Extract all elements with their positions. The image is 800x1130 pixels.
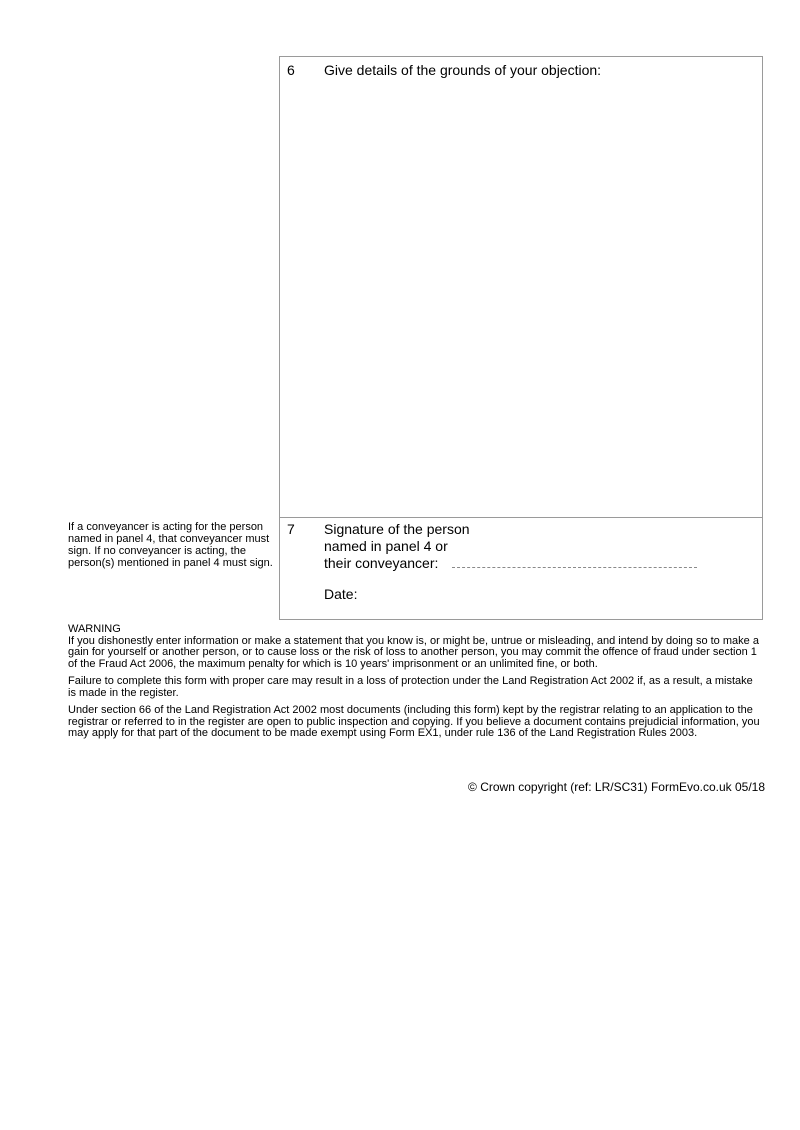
warning-care-paragraph: Failure to complete this form with proper care may result in a loss of protection under the Land Registration Act 2002 if, as a result, a mistake is made in the register.	[68, 675, 753, 699]
panel-6-label: Give details of the grounds of your objection:	[324, 62, 602, 78]
panel-7-number: 7	[287, 521, 295, 537]
panel-7-label-line2: named in panel 4 or	[324, 538, 448, 554]
warning-title: WARNING	[68, 623, 121, 635]
warning-section	[68, 624, 760, 746]
panel-7-label-line3: their conveyancer:	[324, 555, 439, 571]
warning-inspection-paragraph: Under section 66 of the Land Registration Act 2002 most documents (including this form) kept by the registrar relating to an application to the registrar or referred to in the register are open to public inspection and copying. If you believe a document contains prejudicial information, you may apply for that part of the document to be made exempt using Form EX1, under rule 136 of the Land Registration Rules 2003.	[68, 704, 760, 739]
date-label[interactable]: Date:	[324, 586, 358, 602]
panel-7-label-line1: Signature of the person	[324, 521, 470, 537]
panel-6-grounds-of-objection[interactable]	[280, 57, 762, 518]
panel-7-signature	[280, 517, 762, 619]
panel-6-number: 6	[287, 62, 295, 78]
panel-7-label	[324, 521, 470, 572]
signature-instruction-note: If a conveyancer is acting for the person named in panel 4, that conveyancer must sign. If no conveyancer is acting, the person(s) mentioned in panel 4 must sign.	[68, 521, 273, 569]
form-panels	[279, 56, 763, 620]
copyright-notice: © Crown copyright (ref: LR/SC31) FormEvo.co.uk 05/18	[468, 780, 765, 794]
warning-fraud-paragraph: If you dishonestly enter information or make a statement that you know is, or might be, untrue or misleading, and intend by doing so to make a gain for yourself or another person, or to cause loss or the risk of loss to another person, you may commit the offence of fraud under section 1 of the Fraud Act 2006, the maximum penalty for which is 10 years' imprisonment or an unlimited fine, or both.	[68, 634, 759, 670]
signature-field[interactable]	[452, 567, 697, 568]
